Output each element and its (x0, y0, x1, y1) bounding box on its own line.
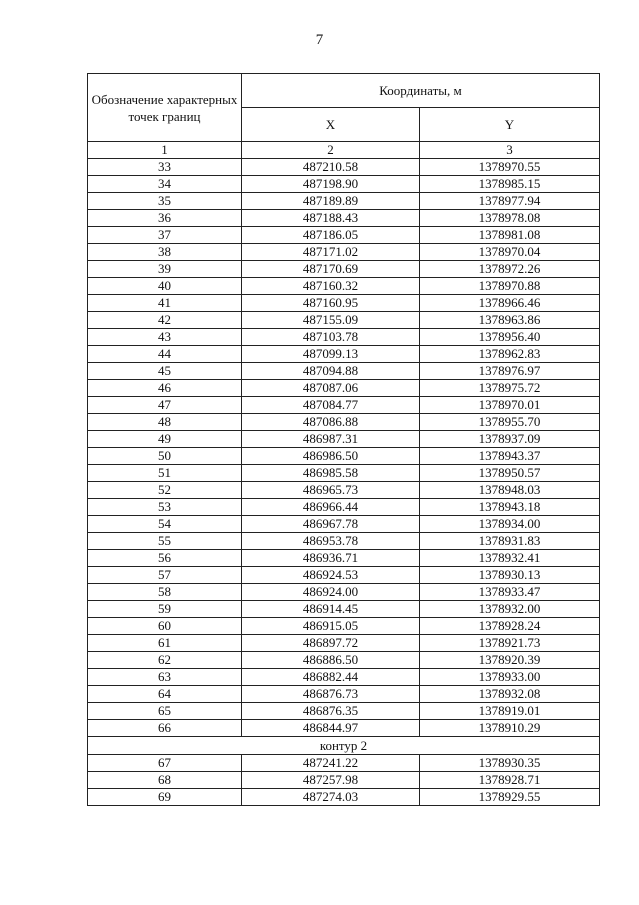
x-coordinate: 487186.05 (242, 227, 420, 244)
x-coordinate: 487155.09 (242, 312, 420, 329)
table-row (88, 516, 600, 533)
x-coordinate: 486953.78 (242, 533, 420, 550)
y-coordinate: 1378948.03 (420, 482, 600, 499)
table-row (88, 703, 600, 720)
table-row (88, 363, 600, 380)
y-coordinate: 1378933.47 (420, 584, 600, 601)
y-header: Y (420, 108, 600, 142)
table-row (88, 295, 600, 312)
point-number: 61 (88, 635, 242, 652)
point-number: 56 (88, 550, 242, 567)
table-row (88, 244, 600, 261)
table-row (88, 312, 600, 329)
x-coordinate: 487160.95 (242, 295, 420, 312)
y-coordinate: 1378970.01 (420, 397, 600, 414)
x-coordinate: 486965.73 (242, 482, 420, 499)
point-number: 48 (88, 414, 242, 431)
table-row (88, 567, 600, 584)
table-row (88, 772, 600, 789)
table-row (88, 635, 600, 652)
point-number: 55 (88, 533, 242, 550)
y-coordinate: 1378975.72 (420, 380, 600, 397)
point-number: 42 (88, 312, 242, 329)
table-row (88, 618, 600, 635)
y-coordinate: 1378972.26 (420, 261, 600, 278)
x-coordinate: 486985.58 (242, 465, 420, 482)
table-row (88, 720, 600, 737)
x-coordinate: 486986.50 (242, 448, 420, 465)
y-coordinate: 1378978.08 (420, 210, 600, 227)
table-row (88, 414, 600, 431)
point-designation-header: Обозначение характерных точек границ (88, 74, 242, 142)
table-row (88, 652, 600, 669)
column-number-1: 1 (88, 142, 242, 159)
y-coordinate: 1378985.15 (420, 176, 600, 193)
y-coordinate: 1378920.39 (420, 652, 600, 669)
y-coordinate: 1378977.94 (420, 193, 600, 210)
table-row (88, 346, 600, 363)
y-coordinate: 1378937.09 (420, 431, 600, 448)
x-coordinate: 486876.35 (242, 703, 420, 720)
x-coordinate: 487087.06 (242, 380, 420, 397)
table-row (88, 380, 600, 397)
table-row (88, 465, 600, 482)
y-coordinate: 1378962.83 (420, 346, 600, 363)
y-coordinate: 1378933.00 (420, 669, 600, 686)
table-row (88, 431, 600, 448)
point-number: 66 (88, 720, 242, 737)
x-coordinate: 486915.05 (242, 618, 420, 635)
point-number: 40 (88, 278, 242, 295)
x-coordinate: 487241.22 (242, 755, 420, 772)
x-coordinate: 487086.88 (242, 414, 420, 431)
x-coordinate: 487210.58 (242, 159, 420, 176)
point-number: 49 (88, 431, 242, 448)
contour1-rows (88, 159, 600, 737)
y-coordinate: 1378930.35 (420, 755, 600, 772)
y-coordinate: 1378955.70 (420, 414, 600, 431)
page-number: 7 (315, 32, 324, 48)
point-number: 59 (88, 601, 242, 618)
y-coordinate: 1378919.01 (420, 703, 600, 720)
y-coordinate: 1378970.55 (420, 159, 600, 176)
point-number: 35 (88, 193, 242, 210)
table-row (88, 482, 600, 499)
point-number: 47 (88, 397, 242, 414)
coordinates-header: Координаты, м (242, 74, 600, 108)
table-row (88, 669, 600, 686)
point-number: 43 (88, 329, 242, 346)
x-coordinate: 486924.53 (242, 567, 420, 584)
table-row (88, 176, 600, 193)
point-number: 33 (88, 159, 242, 176)
y-coordinate: 1378928.71 (420, 772, 600, 789)
point-number: 53 (88, 499, 242, 516)
x-coordinate: 487099.13 (242, 346, 420, 363)
coordinates-table (87, 73, 600, 806)
table-row (88, 601, 600, 618)
x-coordinate: 486924.00 (242, 584, 420, 601)
table-row (88, 210, 600, 227)
table-row (88, 227, 600, 244)
y-coordinate: 1378929.55 (420, 789, 600, 806)
y-coordinate: 1378956.40 (420, 329, 600, 346)
x-coordinate: 487170.69 (242, 261, 420, 278)
point-number: 46 (88, 380, 242, 397)
x-coordinate: 487171.02 (242, 244, 420, 261)
table-row (88, 533, 600, 550)
x-coordinate: 486897.72 (242, 635, 420, 652)
y-coordinate: 1378943.18 (420, 499, 600, 516)
x-coordinate: 486966.44 (242, 499, 420, 516)
point-number: 41 (88, 295, 242, 312)
x-coordinate: 487103.78 (242, 329, 420, 346)
y-coordinate: 1378932.00 (420, 601, 600, 618)
point-number: 64 (88, 686, 242, 703)
y-coordinate: 1378932.08 (420, 686, 600, 703)
point-number: 50 (88, 448, 242, 465)
y-coordinate: 1378966.46 (420, 295, 600, 312)
x-coordinate: 486967.78 (242, 516, 420, 533)
x-coordinate: 486914.45 (242, 601, 420, 618)
point-number: 57 (88, 567, 242, 584)
x-coordinate: 486987.31 (242, 431, 420, 448)
x-coordinate: 486886.50 (242, 652, 420, 669)
column-number-3: 3 (420, 142, 600, 159)
y-coordinate: 1378932.41 (420, 550, 600, 567)
point-number: 67 (88, 755, 242, 772)
x-coordinate: 487257.98 (242, 772, 420, 789)
table-row (88, 584, 600, 601)
table-row (88, 397, 600, 414)
point-number: 54 (88, 516, 242, 533)
y-coordinate: 1378970.88 (420, 278, 600, 295)
y-coordinate: 1378970.04 (420, 244, 600, 261)
point-number: 60 (88, 618, 242, 635)
point-number: 36 (88, 210, 242, 227)
point-number: 34 (88, 176, 242, 193)
table-row (88, 550, 600, 567)
y-coordinate: 1378928.24 (420, 618, 600, 635)
table-row (88, 261, 600, 278)
y-coordinate: 1378931.83 (420, 533, 600, 550)
point-number: 65 (88, 703, 242, 720)
x-coordinate: 487094.88 (242, 363, 420, 380)
point-number: 63 (88, 669, 242, 686)
table-row (88, 329, 600, 346)
y-coordinate: 1378934.00 (420, 516, 600, 533)
contour-2-label: контур 2 (88, 737, 600, 755)
y-coordinate: 1378963.86 (420, 312, 600, 329)
x-coordinate: 487189.89 (242, 193, 420, 210)
table-row (88, 193, 600, 210)
table-row (88, 278, 600, 295)
y-coordinate: 1378930.13 (420, 567, 600, 584)
y-coordinate: 1378981.08 (420, 227, 600, 244)
point-number: 68 (88, 772, 242, 789)
table-row (88, 448, 600, 465)
y-coordinate: 1378976.97 (420, 363, 600, 380)
y-coordinate: 1378910.29 (420, 720, 600, 737)
point-number: 58 (88, 584, 242, 601)
table-row (88, 789, 600, 806)
point-number: 45 (88, 363, 242, 380)
x-coordinate: 486844.97 (242, 720, 420, 737)
x-header: X (242, 108, 420, 142)
point-number: 51 (88, 465, 242, 482)
x-coordinate: 487084.77 (242, 397, 420, 414)
table-row (88, 686, 600, 703)
point-number: 39 (88, 261, 242, 278)
x-coordinate: 486876.73 (242, 686, 420, 703)
point-number: 44 (88, 346, 242, 363)
column-number-2: 2 (242, 142, 420, 159)
y-coordinate: 1378943.37 (420, 448, 600, 465)
x-coordinate: 487274.03 (242, 789, 420, 806)
point-number: 38 (88, 244, 242, 261)
table-row (88, 159, 600, 176)
y-coordinate: 1378921.73 (420, 635, 600, 652)
table-row (88, 499, 600, 516)
x-coordinate: 486936.71 (242, 550, 420, 567)
contour2-rows (88, 755, 600, 806)
contour2-section (88, 737, 600, 755)
x-coordinate: 487160.32 (242, 278, 420, 295)
point-number: 52 (88, 482, 242, 499)
x-coordinate: 486882.44 (242, 669, 420, 686)
point-number: 37 (88, 227, 242, 244)
point-number: 62 (88, 652, 242, 669)
x-coordinate: 487188.43 (242, 210, 420, 227)
y-coordinate: 1378950.57 (420, 465, 600, 482)
table-row (88, 755, 600, 772)
x-coordinate: 487198.90 (242, 176, 420, 193)
point-number: 69 (88, 789, 242, 806)
